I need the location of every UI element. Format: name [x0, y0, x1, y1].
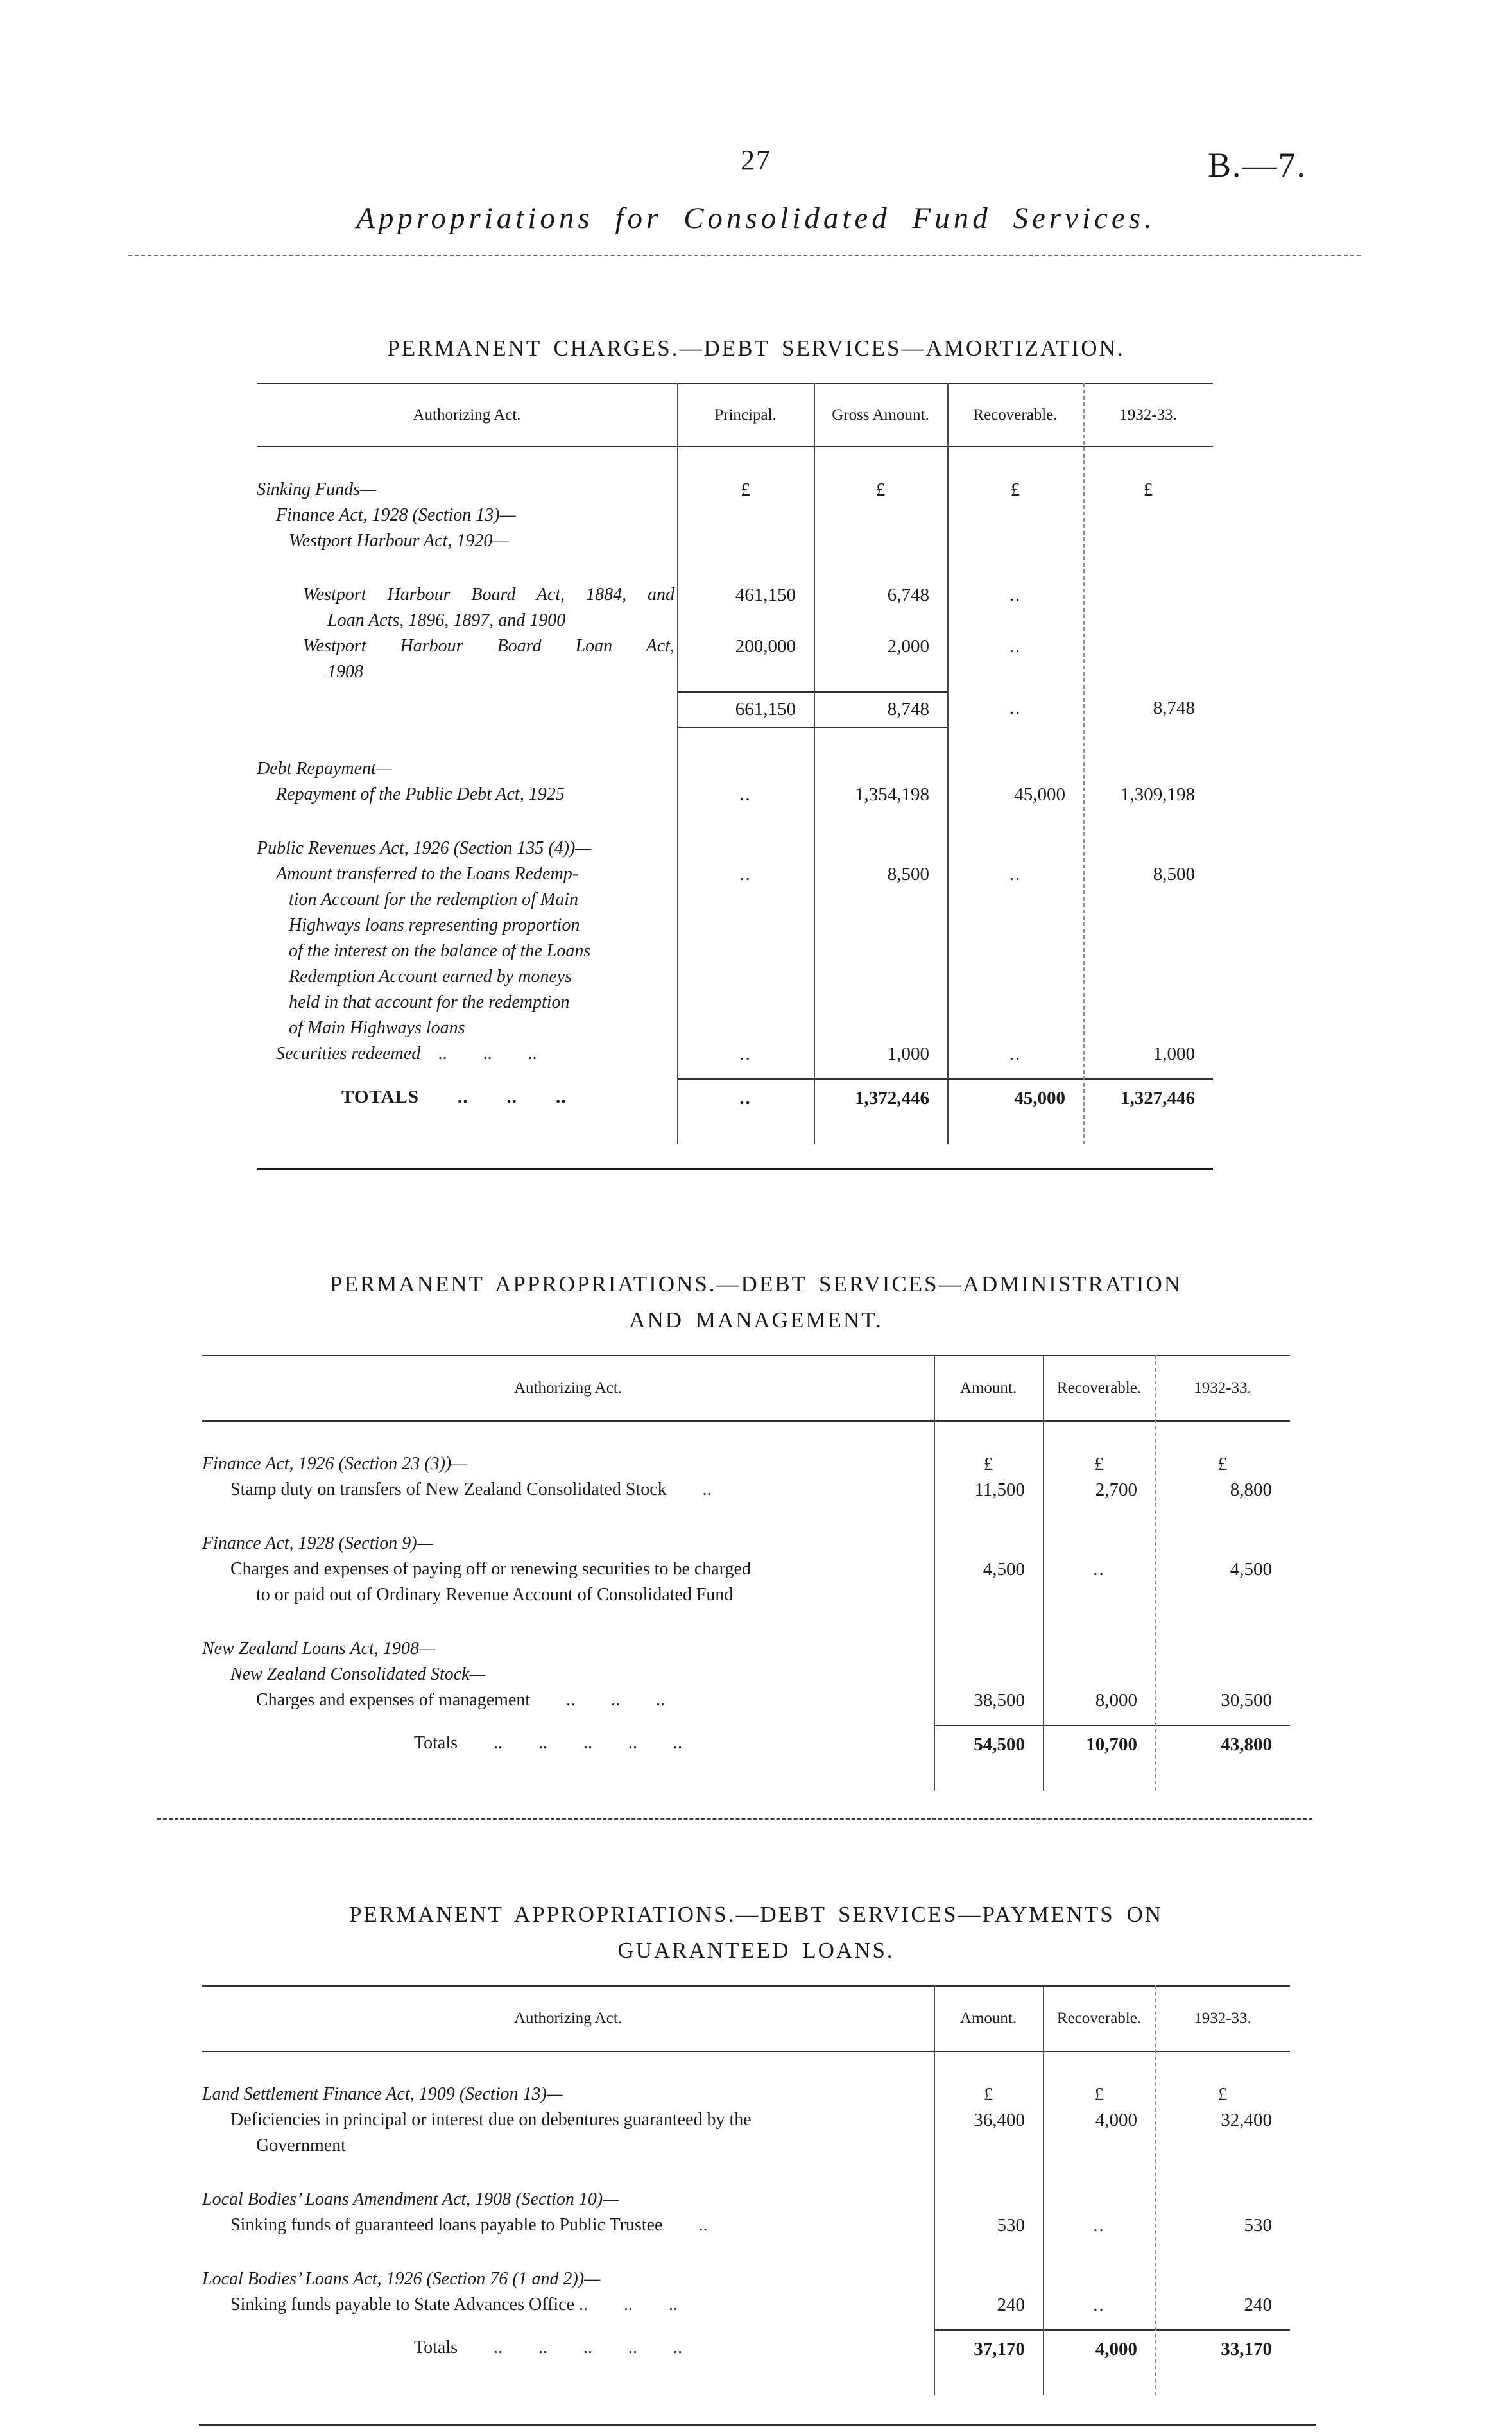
- row-label-line: Government: [256, 2135, 346, 2155]
- cell-value: ..: [1009, 698, 1022, 718]
- cell-amount: [934, 2266, 1043, 2318]
- row-label-line: Totals .. .. .. .. ..: [414, 1733, 683, 1753]
- table: [202, 1355, 1290, 1820]
- cell-recoverable: [947, 477, 1083, 554]
- cell-value: 4,500: [1230, 1559, 1272, 1580]
- column-divider: [1043, 1985, 1044, 2395]
- cell-amount: [934, 2082, 1043, 2159]
- row-label: [257, 756, 677, 807]
- cell-recoverable: [1043, 2082, 1155, 2159]
- table-bottom-rule: [199, 2424, 1316, 2426]
- page-number: 27: [741, 144, 771, 176]
- cell-value: 11,500: [974, 1479, 1025, 1500]
- cell-principal: [677, 477, 814, 554]
- table-heading-line: PERMANENT APPROPRIATIONS.—DEBT SERVICES—ADMINISTRATION: [329, 1272, 1182, 1297]
- cell-amount: [934, 2329, 1043, 2362]
- row-label-line: 1908: [327, 662, 363, 682]
- cell-value: ..: [1009, 585, 1022, 605]
- cell-value: 32,400: [1221, 2110, 1272, 2130]
- table-body: [202, 1422, 1290, 1791]
- table-header-row: [257, 383, 1213, 447]
- pound-sign: £: [1217, 2084, 1228, 2105]
- row-label-line: Sinking funds payable to State Advances Office .. .. ..: [230, 2295, 678, 2315]
- row-label-line: Highways loans representing proportion: [289, 915, 580, 935]
- table-row: [257, 691, 1213, 728]
- table-row: [202, 1531, 1290, 1608]
- cell-gross-amount: [814, 634, 947, 685]
- section-administration-management: [0, 1266, 1512, 1820]
- table-heading: [0, 1897, 1512, 1969]
- cell-gross-amount: [814, 756, 947, 807]
- row-label-line: Westport Harbour Act, 1920—: [289, 531, 509, 551]
- row-label: [257, 836, 677, 1041]
- cell-value: 530: [997, 2215, 1025, 2236]
- cell-recoverable: [1043, 2266, 1155, 2318]
- cell-recoverable: [947, 756, 1083, 807]
- cell-1932-33: [1083, 836, 1213, 1041]
- cell-gross-amount: [814, 1041, 947, 1067]
- row-label-line: New Zealand Consolidated Stock—: [230, 1664, 486, 1684]
- cell-value: 10,700: [1086, 1734, 1137, 1755]
- cell-value: 45,000: [1014, 784, 1065, 805]
- row-label: [202, 2266, 934, 2318]
- cell-amount: [934, 1451, 1043, 1503]
- cell-value: 8,748: [1153, 698, 1195, 718]
- table-row: [257, 836, 1213, 1041]
- cell-principal: [677, 1078, 814, 1111]
- table-heading-line: PERMANENT APPROPRIATIONS.—DEBT SERVICES—PAYMENTS ON: [348, 1902, 1164, 1927]
- row-label: [202, 1451, 934, 1503]
- cell-gross-amount: [814, 582, 947, 634]
- table-row: [257, 1041, 1213, 1067]
- row-label-line: Sinking Funds—: [257, 479, 376, 499]
- table-body: [257, 447, 1213, 1144]
- cell-amount: [934, 2187, 1043, 2238]
- table-row: [202, 2082, 1290, 2159]
- column-divider: [814, 383, 815, 1144]
- cell-value: ..: [739, 1044, 752, 1064]
- row-label: [257, 1078, 677, 1111]
- page-header: [0, 0, 1512, 184]
- cell-recoverable: [947, 691, 1083, 728]
- cell-value: 461,150: [735, 585, 796, 605]
- row-label-line: Local Bodies’ Loans Amendment Act, 1908 (Section 10)—: [202, 2189, 619, 2209]
- cell-principal: [677, 582, 814, 634]
- cell-1932-33: [1083, 477, 1213, 554]
- table-row: [202, 2266, 1290, 2318]
- pound-sign: £: [1143, 479, 1153, 500]
- cell-1932-33: [1083, 691, 1213, 728]
- table-row: [257, 582, 1213, 634]
- cell-value: 240: [997, 2295, 1025, 2315]
- row-label: [257, 634, 677, 685]
- table-heading: [0, 331, 1512, 367]
- cell-recoverable: [947, 582, 1083, 634]
- table-row: [202, 1636, 1290, 1713]
- cell-1932-33: [1155, 1725, 1290, 1757]
- table-row: [257, 1078, 1213, 1111]
- title-divider-rule: [128, 255, 1361, 256]
- table-row: [202, 1451, 1290, 1503]
- cell-value: 1,372,446: [855, 1088, 929, 1108]
- document-title: Appropriations for Consolidated Fund Services.: [356, 202, 1156, 235]
- column-header-amount: Amount.: [959, 1379, 1017, 1397]
- row-label-line: Redemption Account earned by moneys: [289, 967, 572, 987]
- cell-1932-33: [1155, 2266, 1290, 2318]
- cell-gross-amount: [814, 477, 947, 554]
- cell-recoverable: [947, 634, 1083, 685]
- cell-recoverable: [947, 836, 1083, 1041]
- column-header-1932-33: 1932-33.: [1119, 406, 1177, 424]
- cell-recoverable: [947, 1041, 1083, 1067]
- cell-1932-33: [1083, 756, 1213, 807]
- cell-value: 8,500: [1153, 864, 1195, 884]
- row-label-line: Local Bodies’ Loans Act, 1926 (Section 76 (1 and 2))—: [202, 2269, 601, 2289]
- row-label-line: TOTALS .. .. ..: [341, 1087, 567, 1107]
- cell-value: 54,500: [974, 1734, 1025, 1755]
- row-label-line: Charges and expenses of management .. .. ..: [256, 1690, 666, 1710]
- table-heading: [0, 1266, 1512, 1338]
- cell-value: ..: [739, 784, 752, 805]
- column-divider: [1155, 1985, 1156, 2395]
- cell-recoverable: [1043, 2187, 1155, 2238]
- table-row: [257, 634, 1213, 685]
- cell-recoverable: [1043, 1531, 1155, 1608]
- row-label: [202, 1725, 934, 1757]
- row-label-line: Stamp duty on transfers of New Zealand Consolidated Stock ..: [230, 1479, 712, 1499]
- cell-amount: [934, 1531, 1043, 1608]
- cell-1932-33: [1155, 1636, 1290, 1713]
- cell-recoverable: [1043, 1636, 1155, 1713]
- cell-value: 2,000: [887, 636, 929, 657]
- cell-recoverable: [1043, 1725, 1155, 1757]
- cell-value: 8,800: [1230, 1479, 1272, 1500]
- column-header-recoverable: Recoverable.: [1056, 1379, 1142, 1397]
- row-label-line: Westport Harbour Board Loan Act,: [303, 636, 674, 656]
- row-label-line: Public Revenues Act, 1926 (Section 135 (4))—: [257, 838, 592, 858]
- cell-value: 6,748: [887, 585, 929, 605]
- column-header-amount: Amount.: [959, 2010, 1017, 2027]
- pound-sign: £: [983, 2084, 993, 2105]
- row-label: [202, 2082, 934, 2159]
- cell-value: 1,354,198: [855, 784, 929, 805]
- cell-recoverable: [1043, 2329, 1155, 2362]
- pound-sign: £: [1010, 479, 1020, 500]
- column-header-1932-33: 1932-33.: [1194, 2010, 1251, 2027]
- document-reference: B.—7.: [1207, 146, 1307, 184]
- cell-value: 1,309,198: [1121, 784, 1195, 805]
- row-label: [202, 1636, 934, 1713]
- cell-value: ..: [1093, 1559, 1105, 1580]
- row-label-line: held in that account for the redemption: [289, 992, 570, 1012]
- cell-value: 43,800: [1221, 1734, 1272, 1755]
- cell-value: 661,150: [735, 699, 796, 720]
- row-label-line: Repayment of the Public Debt Act, 1925: [276, 784, 565, 804]
- table-grid: [202, 1985, 1290, 2395]
- row-label-line: Land Settlement Finance Act, 1909 (Section 13)—: [202, 2084, 563, 2104]
- cell-value: 240: [1244, 2295, 1272, 2315]
- column-divider: [947, 383, 949, 1144]
- cell-value: ..: [739, 864, 752, 884]
- table-bottom-rule: [257, 1168, 1213, 1170]
- cell-1932-33: [1083, 1078, 1213, 1111]
- table-grid: [202, 1355, 1290, 1791]
- row-label: [257, 691, 677, 728]
- cell-value: 4,500: [983, 1559, 1025, 1580]
- cell-gross-amount: [814, 836, 947, 1041]
- cell-value: ..: [1009, 636, 1022, 657]
- cell-gross-amount: [814, 1078, 947, 1111]
- row-label-line: Finance Act, 1926 (Section 23 (3))—: [202, 1454, 468, 1474]
- cell-1932-33: [1083, 1041, 1213, 1067]
- cell-1932-33: [1155, 1531, 1290, 1608]
- row-label-line: Securities redeemed .. .. ..: [276, 1044, 538, 1064]
- table-header-row: [202, 1985, 1290, 2052]
- pound-sign: £: [983, 1454, 993, 1474]
- section-guaranteed-loans: [0, 1897, 1512, 2426]
- column-divider: [1155, 1355, 1156, 1791]
- row-label-line: New Zealand Loans Act, 1908—: [202, 1639, 435, 1659]
- cell-recoverable: [1043, 1451, 1155, 1503]
- table-header-row: [202, 1355, 1290, 1422]
- cell-value: 2,700: [1095, 1479, 1137, 1500]
- table-heading-line: GUARANTEED LOANS.: [617, 1938, 895, 1963]
- cell-value: 530: [1244, 2215, 1272, 2236]
- cell-value: 4,000: [1095, 2339, 1137, 2359]
- cell-value: 200,000: [735, 636, 796, 657]
- row-label-line: Charges and expenses of paying off or renewing securities to be charged: [230, 1559, 751, 1579]
- cell-value: 8,000: [1095, 1690, 1137, 1711]
- cell-value: 1,327,446: [1121, 1088, 1195, 1108]
- table-row: [257, 477, 1213, 554]
- cell-principal: [677, 836, 814, 1041]
- row-label-line: Sinking funds of guaranteed loans payable to Public Trustee ..: [230, 2215, 708, 2235]
- cell-principal: [677, 634, 814, 685]
- cell-value: ..: [1093, 2215, 1105, 2236]
- column-header-recoverable: Recoverable.: [1056, 2010, 1142, 2027]
- cell-value: 4,000: [1095, 2110, 1137, 2130]
- column-divider: [934, 1985, 935, 2395]
- row-label-line: Finance Act, 1928 (Section 9)—: [202, 1533, 433, 1553]
- column-header-authorizing-act: Authorizing Act.: [513, 2010, 623, 2027]
- cell-1932-33: [1155, 2329, 1290, 2362]
- column-divider: [677, 383, 678, 1144]
- column-divider: [1083, 383, 1085, 1144]
- cell-value: ..: [1093, 2295, 1105, 2315]
- cell-value: 1,000: [1153, 1044, 1195, 1064]
- cell-principal: [677, 691, 814, 728]
- column-header-authorizing-act: Authorizing Act.: [413, 406, 521, 424]
- column-header-1932-33: 1932-33.: [1194, 1379, 1251, 1397]
- table-row: [257, 756, 1213, 807]
- cell-value: ..: [739, 1088, 752, 1108]
- cell-1932-33: [1083, 582, 1213, 634]
- cell-value: 1,000: [887, 1044, 929, 1064]
- cell-amount: [934, 1725, 1043, 1757]
- cell-value: 36,400: [974, 2110, 1025, 2130]
- cell-value: 33,170: [1221, 2339, 1272, 2359]
- cell-value: 8,500: [887, 864, 929, 884]
- table-heading-line: AND MANAGEMENT.: [629, 1307, 883, 1332]
- column-header-gross-amount: Gross Amount.: [832, 406, 929, 424]
- cell-value: ..: [1009, 1044, 1022, 1064]
- row-label-line: Finance Act, 1928 (Section 13)—: [276, 505, 516, 525]
- pound-sign: £: [875, 479, 886, 500]
- cell-value: 37,170: [974, 2339, 1025, 2359]
- row-label-line: Loan Acts, 1896, 1897, and 1900: [327, 610, 566, 630]
- row-label-line: Deficiencies in principal or interest due on debentures guaranteed by the: [230, 2110, 752, 2130]
- pound-sign: £: [1094, 2084, 1104, 2105]
- pound-sign: £: [1217, 1454, 1228, 1474]
- cell-recoverable: [947, 1078, 1083, 1111]
- column-header-recoverable: Recoverable.: [973, 406, 1058, 424]
- row-label: [257, 1041, 677, 1067]
- cell-value: 38,500: [974, 1690, 1025, 1711]
- row-label-line: of Main Highways loans: [289, 1018, 465, 1038]
- row-label: [257, 582, 677, 634]
- cell-1932-33: [1155, 2187, 1290, 2238]
- column-divider: [934, 1355, 935, 1791]
- cell-gross-amount: [814, 691, 947, 728]
- cell-value: 45,000: [1014, 1088, 1065, 1108]
- table: [202, 1985, 1290, 2426]
- cell-value: ..: [1009, 864, 1022, 884]
- cell-amount: [934, 1636, 1043, 1713]
- row-label: [202, 2187, 934, 2238]
- table-bottom-rule: [157, 1818, 1312, 1820]
- table: [257, 383, 1213, 1170]
- row-label-line: Totals .. .. .. .. ..: [414, 2338, 683, 2358]
- cell-1932-33: [1155, 2082, 1290, 2159]
- cell-principal: [677, 756, 814, 807]
- cell-1932-33: [1155, 1451, 1290, 1503]
- row-label: [257, 477, 677, 554]
- table-row: [202, 2329, 1290, 2362]
- row-label-line: tion Account for the redemption of Main: [289, 890, 579, 910]
- column-header-principal: Principal.: [714, 406, 777, 424]
- table-grid: [257, 383, 1213, 1144]
- row-label-line: Amount transferred to the Loans Redemp-: [276, 864, 579, 884]
- row-label-line: of the interest on the balance of the Loans: [289, 941, 591, 961]
- row-label-line: Debt Repayment—: [257, 759, 392, 779]
- row-label: [202, 2329, 934, 2362]
- table-row: [202, 1725, 1290, 1757]
- row-label-line: Westport Harbour Board Act, 1884, and: [303, 585, 674, 605]
- pound-sign: £: [1094, 1454, 1104, 1474]
- cell-1932-33: [1083, 634, 1213, 685]
- table-heading-line: PERMANENT CHARGES.—DEBT SERVICES—AMORTIZATION.: [387, 336, 1125, 361]
- row-label: [202, 1531, 934, 1608]
- row-label-line: to or paid out of Ordinary Revenue Account of Consolidated Fund: [256, 1585, 734, 1605]
- section-amortization: [0, 331, 1512, 1170]
- column-divider: [1043, 1355, 1044, 1791]
- cell-value: 30,500: [1221, 1690, 1272, 1711]
- cell-value: 8,748: [887, 699, 929, 720]
- table-row: [202, 2187, 1290, 2238]
- column-header-authorizing-act: Authorizing Act.: [513, 1379, 623, 1397]
- table-body: [202, 2052, 1290, 2395]
- cell-principal: [677, 1041, 814, 1067]
- pound-sign: £: [741, 479, 750, 500]
